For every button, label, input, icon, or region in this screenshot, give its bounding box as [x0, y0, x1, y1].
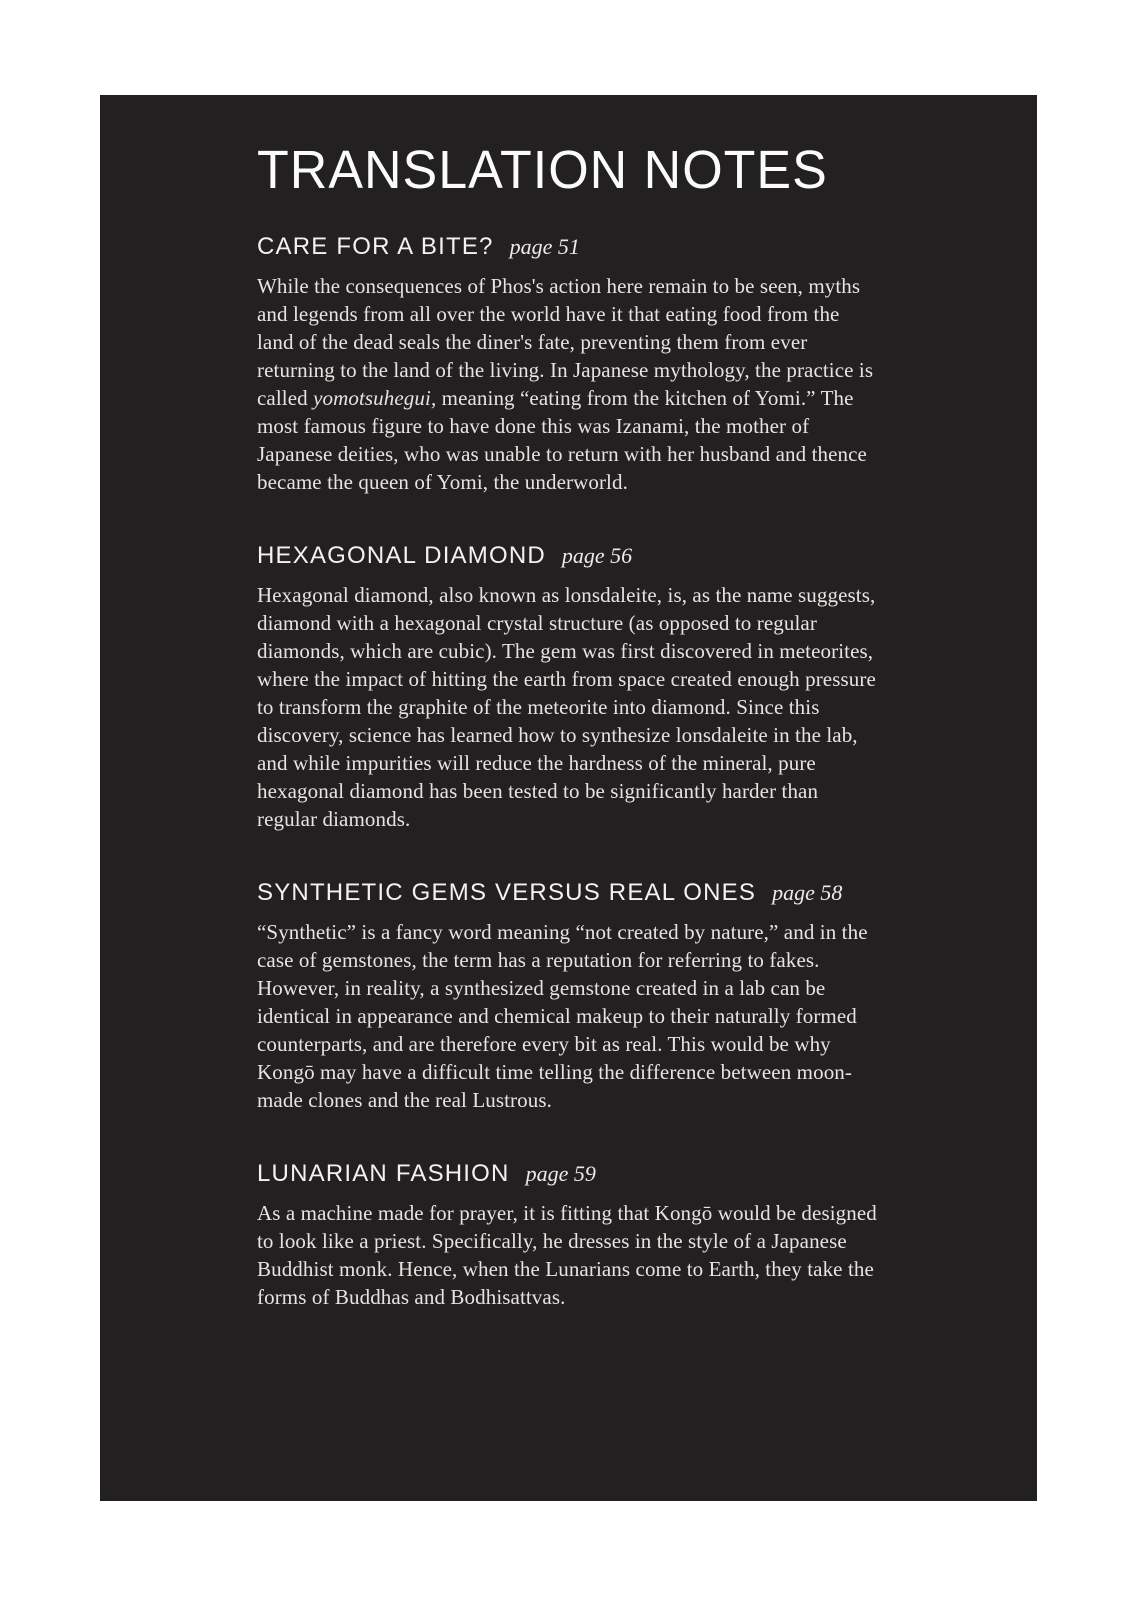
section-page-ref: page 59 [525, 1161, 596, 1186]
section-header [257, 542, 887, 570]
note-section [257, 542, 887, 833]
body-text: Hexagonal diamond, also known as lonsdaleite, is, as the name suggests, diamond with a hexagonal crystal structure (as opposed to regular diamonds, which are cubic). The gem was first discovered in meteorites, where the impact of hitting the earth from space created enough pressure to transform the graphite of the meteorite into diamond. Since this discovery, science has learned how to synthesize lonsdaleite in the lab, and while impurities will reduce the hardness of the mineral, pure hexagonal diamond has been tested to be significantly harder than regular diamonds. [257, 583, 876, 831]
section-heading: LUNARIAN FASHION [257, 1160, 510, 1187]
translation-notes-page [100, 95, 1037, 1501]
section-body [257, 272, 877, 496]
section-body [257, 581, 877, 833]
note-section [257, 233, 887, 496]
section-header [257, 233, 887, 261]
section-page-ref: page 56 [561, 543, 633, 568]
section-header [257, 879, 887, 907]
section-body [257, 918, 877, 1114]
section-page-ref: page 51 [509, 234, 580, 259]
section-heading: SYNTHETIC GEMS VERSUS REAL ONES [257, 879, 757, 906]
page-title: TRANSLATION NOTES [257, 140, 828, 201]
section-page-ref: page 58 [772, 880, 843, 905]
note-section [257, 879, 887, 1114]
body-text: While the consequences of Phos's action here remain to be seen, myths and legends from all over the world have it that eating food from the land of the dead seals the diner's fate, preventing them from ever returning to the land of the living. In Japanese mythology, the practice is called [257, 274, 874, 410]
body-italic-term: yomotsuhegui, [313, 386, 437, 410]
body-text: meaning “eating from the kitchen of Yomi.” The most famous figure to have done this was Izanami, the mother of Japanese deities, who was unable to return with her husband and thence became the queen of Yomi, the underworld. [257, 386, 867, 494]
section-heading: CARE FOR A BITE? [257, 233, 494, 260]
section-header [257, 1160, 887, 1188]
note-section [257, 1160, 887, 1311]
section-body [257, 1199, 877, 1311]
section-heading: HEXAGONAL DIAMOND [257, 542, 546, 569]
body-text: “Synthetic” is a fancy word meaning “not created by nature,” and in the case of gemstones, the term has a reputation for referring to fakes. However, in reality, a synthesized gemstone created in a lab can be identical in appearance and chemical makeup to their naturally formed counterparts, and are therefore every bit as real. This would be why Kongō may have a difficult time telling the difference between moon-made clones and the real Lustrous. [257, 920, 868, 1112]
body-text: As a machine made for prayer, it is fitting that Kongō would be designed to look like a priest. Specifically, he dresses in the style of a Japanese Buddhist monk. Hence, when the Lunarians come to Earth, they take the forms of Buddhas and Bodhisattvas. [257, 1201, 877, 1309]
sections [257, 233, 887, 1311]
